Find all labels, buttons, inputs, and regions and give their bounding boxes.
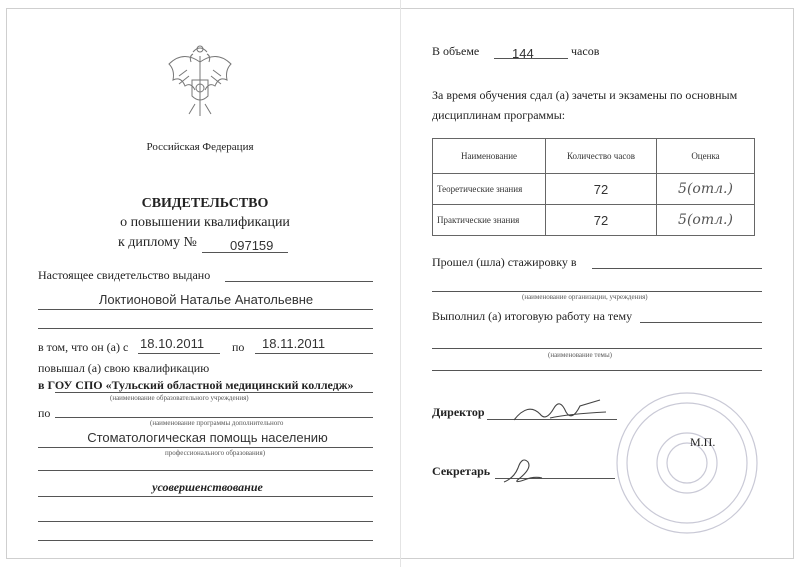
volume-label: В объеме [432,44,480,58]
date-to-line [255,353,373,354]
header-name: Наименование [433,139,546,174]
program-caption: (наименование программы дополнительного [150,419,284,427]
hours-unit: часов [571,44,600,58]
final-work-label: Выполнил (а) итоговую работу на тему [432,309,633,323]
hours-value: 144 [512,46,534,61]
header-grade: Оценка [657,139,755,174]
program-by-label: по [38,406,51,420]
country-name: Российская Федерация [146,141,254,153]
row-hours-value: 72 [593,212,609,228]
final-work-line-1 [640,322,762,323]
table-header-row [433,139,755,174]
program-line-2 [38,447,373,448]
period-to: по [232,340,245,354]
issued-to-label: Настоящее свидетельство выдано [38,268,211,282]
institution-caption: (наименование образовательного учреждения) [110,394,249,402]
header-hours: Количество часов [546,139,657,174]
exams-text-2: дисциплинам программы: [432,108,566,122]
row-grade-value: 5(отл.) [678,181,733,197]
program-name: Стоматологическая помощь населению [87,430,328,445]
date-from: 18.10.2011 [140,336,205,351]
row-hours-value: 72 [593,181,609,197]
row-grade [657,205,755,236]
document-subtitle: о повышении квалификации [120,215,290,230]
blank-line-4 [38,540,373,541]
institution-name: в ГОУ СПО «Тульский областной медицинский колледж» [38,378,354,392]
date-from-line [138,353,220,354]
program-type: усовершенствование [152,480,263,494]
period-prefix: в том, что он (а) с [38,340,129,354]
row-hours [546,205,657,236]
table-row [433,205,755,236]
row-name: Теоретические знания [433,174,546,205]
secretary-signature-icon [498,452,548,488]
upgraded-label: повышал (а) свою квалификацию [38,361,210,375]
topic-caption: (наименование темы) [548,351,613,359]
date-to: 18.11.2011 [262,336,326,351]
stamp-icon [612,388,762,538]
document-title: СВИДЕТЕЛЬСТВО [141,196,269,211]
secretary-label: Секретарь [432,464,491,478]
grades-table [432,138,755,236]
program-type-line [38,496,373,497]
program-caption-2: профессионального образования) [165,449,266,457]
final-work-line-3 [432,370,762,371]
program-line-1 [55,417,373,418]
blank-line-1 [38,328,373,329]
final-work-line-2 [432,348,762,349]
recipient-name: Локтионовой Наталье Анатольевне [98,292,314,307]
blank-line-2 [38,470,373,471]
internship-line-2 [432,291,762,292]
stamp-place: М.П. [690,435,716,449]
blank-line-3 [38,521,373,522]
institution-line [55,392,373,393]
recipient-line [38,309,373,310]
diploma-label: к диплому № [118,235,197,250]
internship-label: Прошел (шла) стажировку в [432,255,577,269]
director-label: Директор [432,405,485,419]
row-hours [546,174,657,205]
row-grade [657,174,755,205]
issued-to-line [225,281,373,282]
row-name: Практические знания [433,205,546,236]
internship-line-1 [592,268,762,269]
exams-text-1: За время обучения сдал (а) зачеты и экзамены по основным [432,88,738,102]
page-fold [400,0,401,567]
diploma-number: 097159 [230,238,274,253]
table-row [433,174,755,205]
org-caption: (наименование организации, учреждения) [522,293,648,301]
director-signature-icon [510,392,610,428]
row-grade-value: 5(отл.) [678,212,733,228]
coat-of-arms-icon [165,42,235,122]
